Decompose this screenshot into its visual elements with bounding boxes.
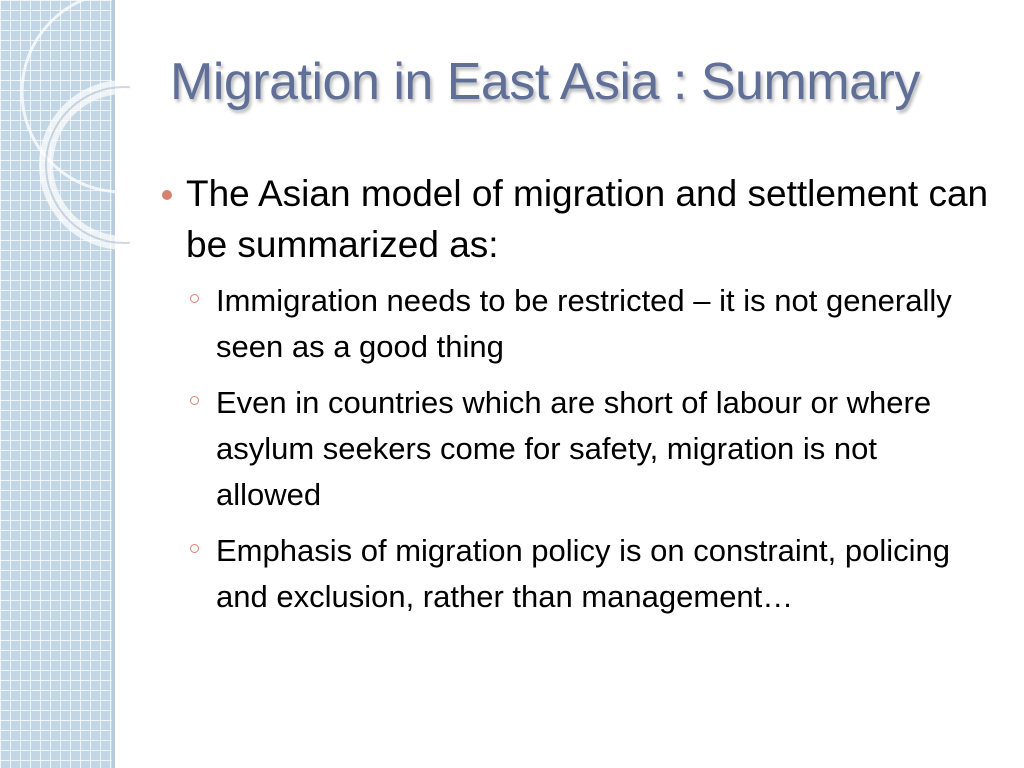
slide-title: Migration in East Asia : Summary bbox=[170, 53, 920, 111]
sub-bullet-text: Immigration needs to be restricted – it is not generally seen as a good thing bbox=[216, 283, 952, 364]
filled-dot-icon bbox=[162, 190, 172, 200]
sub-bullet bbox=[160, 528, 990, 620]
main-bullet bbox=[160, 168, 990, 270]
ring-bullet-icon bbox=[190, 396, 199, 405]
decorative-side-panel bbox=[0, 0, 115, 768]
sub-bullet-text: Emphasis of migration policy is on constraint, policing and exclusion, rather than management… bbox=[216, 533, 951, 614]
sub-bullet-text: Even in countries which are short of labour or where asylum seekers come for safety, migration is not allowed bbox=[216, 385, 932, 512]
ring-bullet-icon bbox=[190, 544, 199, 553]
ring-bullet-icon bbox=[190, 294, 199, 303]
main-bullet-text: The Asian model of migration and settlement can be summarized as: bbox=[186, 173, 989, 265]
sub-bullet bbox=[160, 380, 990, 518]
decorative-circles-icon bbox=[0, 0, 130, 260]
sub-bullet bbox=[160, 278, 990, 370]
slide-body bbox=[160, 168, 990, 630]
